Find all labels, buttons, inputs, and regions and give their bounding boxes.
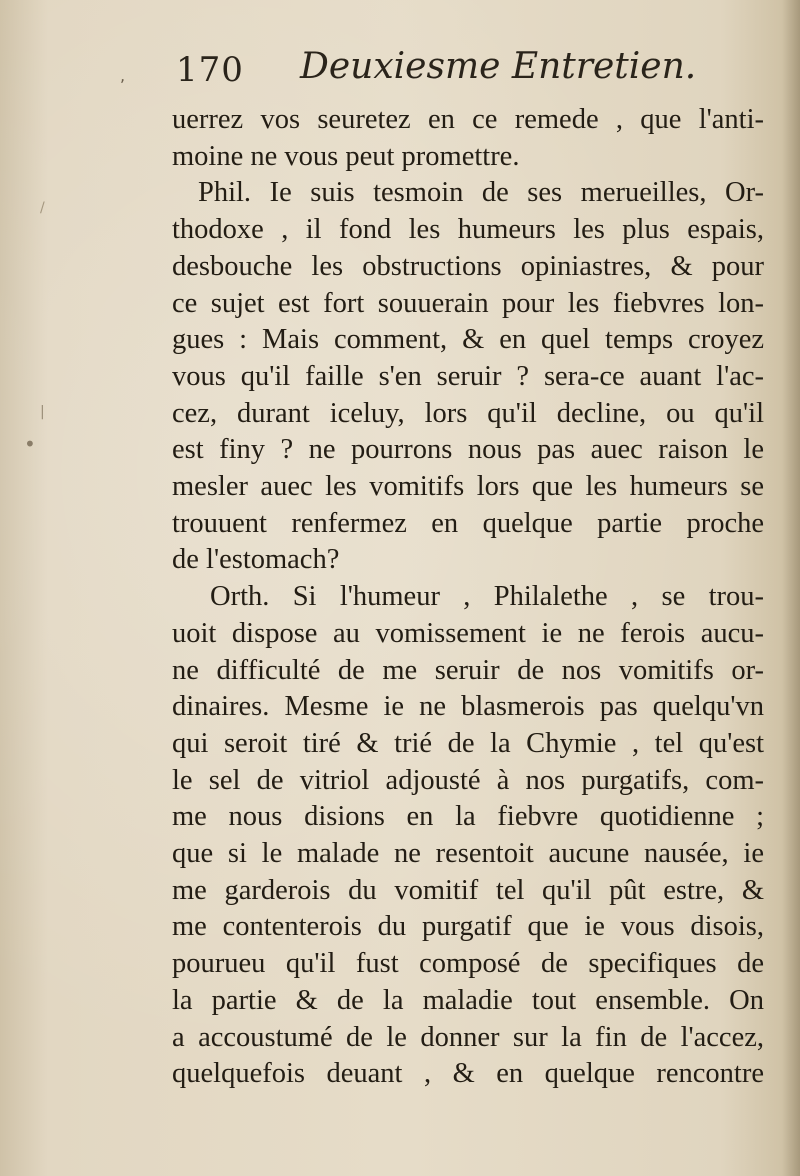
text-line: thodoxe , il fond les humeurs les plus espais, (172, 214, 764, 246)
text-line: dinaires. Mesme ie ne blasmerois pas quelqu'vn (172, 691, 764, 723)
text-line: la partie & de la maladie tout ensemble. On (172, 984, 764, 1016)
text-line: uoit dispose au vomissement ie ne ferois aucu- (172, 617, 764, 649)
margin-mark: , (120, 66, 126, 85)
page-header (170, 40, 730, 100)
text-line: Phil. Ie suis tesmoin de ses merueilles, Or- (198, 177, 764, 209)
text-line: Orth. Si l'humeur , Philalethe , se trou- (210, 581, 764, 613)
margin-mark: • (24, 432, 36, 456)
margin-mark: / (40, 200, 45, 216)
text-line: me contenterois du purgatif que ie vous disois, (172, 911, 764, 943)
margin-mark: | (40, 404, 45, 420)
text-line: moine ne vous peut promettre. (172, 140, 520, 172)
page-number: 170 (176, 50, 244, 90)
text-line: uerrez vos seuretez en ce remede , que l'anti- (172, 104, 764, 135)
text-line: a accoustumé de le donner sur la fin de l'accez, (172, 1021, 764, 1053)
text-line: me garderois du vomitif tel qu'il pût estre, & (172, 874, 764, 906)
text-line: que si le malade ne resentoit aucune nausée, ie (172, 838, 764, 870)
text-line: cez, durant iceluy, lors qu'il decline, ou qu'il (172, 397, 764, 429)
text-line: vous qu'il faille s'en seruir ? sera-ce auant l'ac- (172, 360, 764, 392)
text-line: mesler auec les vomitifs lors que les humeurs se (172, 471, 764, 503)
running-head: Deuxiesme Entretien. (300, 46, 697, 87)
text-line: est finy ? ne pourrons nous pas auec raison le (172, 434, 764, 466)
text-line: qui seroit tiré & trié de la Chymie , tel qu'est (172, 727, 764, 759)
text-line: ne difficulté de me seruir de nos vomitifs or- (172, 654, 764, 686)
text-line: le sel de vitriol adjousté à nos purgatifs, com- (172, 764, 764, 796)
text-line: trouuent renfermez en quelque partie proche (172, 507, 764, 539)
text-line: gues : Mais comment, & en quel temps croyez (172, 324, 764, 356)
text-line: desbouche les obstructions opiniastres, & pour (172, 250, 764, 282)
text-line: quelquefois deuant , & en quelque rencontre (172, 1058, 764, 1090)
text-line: me nous disions en la fiebvre quotidienne ; (172, 801, 764, 833)
text-line: ce sujet est fort souuerain pour les fiebvres lon- (172, 287, 764, 319)
text-line: de l'estomach? (172, 544, 340, 576)
body-text (172, 102, 764, 1093)
text-line: pourueu qu'il fust composé de specifiques de (172, 948, 764, 980)
